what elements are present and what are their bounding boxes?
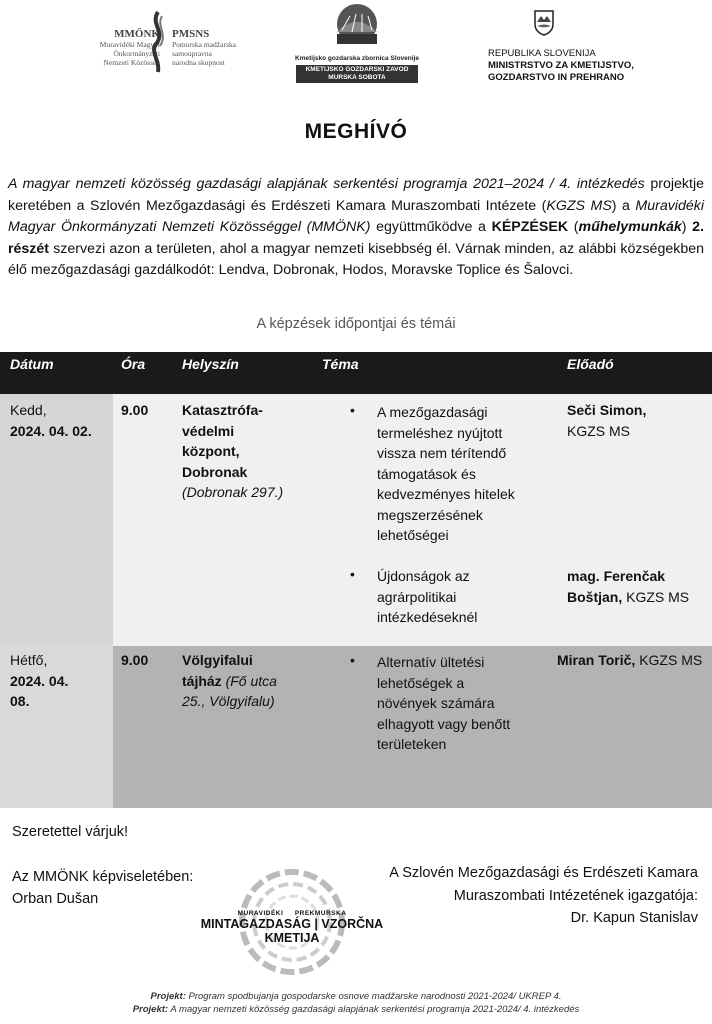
signature-right: A Szlovén Mezőgazdasági és Erdészeti Kamara Muraszombati Intézetének igazgatója: Dr. Kapun Stanislav	[389, 865, 698, 926]
minta-main-right: VZORČNA KMETIJA	[264, 917, 384, 945]
page-title: MEGHÍVÓ	[304, 120, 408, 143]
header-topic: Téma	[322, 356, 359, 372]
intro-program-italic: A magyar nemzeti közösség gazdasági alapjának serkentési programja 2021–2024 / 4. intézkedés	[8, 176, 645, 192]
mintagazdasag-logo: MURAVIDÉKI PREKMURSKA MINTAGAZDASÁG | VZORČNA KMETIJA	[192, 868, 392, 978]
mmonk-name-sl-2: samoupravna	[172, 49, 212, 58]
row1-speaker1: Seči Simon, KGZS MS	[567, 402, 647, 439]
bullet-icon: •	[350, 402, 355, 418]
slovenia-coat-of-arms-icon	[534, 10, 554, 36]
row1-date: Kedd, 2024. 04. 02.	[10, 402, 92, 439]
mmonk-name-hu-2: Önkormányzati	[113, 49, 160, 58]
row1-topic2: Újdonságok az agrárpolitikai intézkedéseknél	[377, 568, 478, 625]
kgz-zavod-line2: MURSKA SOBOTA	[328, 74, 386, 81]
row2-speaker1: Miran Torič, KGZS MS	[557, 652, 703, 668]
intro-text-8: (	[568, 219, 579, 235]
intro-text-12: szervezi azon a területen, ahol a magyar nemzeti kisebbség él. Várnak minden, az alábbi községekben élő mezőgazdasági gazdálkodót: Lendva, Dobronak, Hodos, Moravske Toplice és Šalovci.	[8, 240, 704, 278]
row1-time: 9.00	[121, 402, 149, 418]
minta-main-left: MINTAGAZDASÁG	[200, 917, 311, 931]
kgz-logo	[292, 2, 422, 80]
header-date: Dátum	[10, 356, 54, 372]
mmonk-name-hu-3: Nemzeti Közösség	[103, 58, 160, 67]
kgz-zavod-line1: KMETIJSKO GOZDARSKI ZAVOD	[305, 66, 409, 73]
gov-logo	[488, 10, 698, 82]
intro-resz-bold: 2. részét	[8, 219, 704, 257]
header-place: Helyszín	[182, 356, 239, 372]
intro-text-4: ) a	[611, 197, 636, 214]
field-hill-icon	[322, 2, 392, 48]
mmonk-name-sl-1: Pomurska madžarska	[172, 40, 236, 49]
row1-topic1: A mezőgazdasági termeléshez nyújtott vissza nem térítendő támogatások és kedvezményes hitelek megszerzésének lehetőségei	[377, 404, 515, 543]
bullet-icon: •	[350, 652, 355, 668]
mmonk-logo	[90, 8, 270, 74]
mmonk-abbr: MMÖNK	[114, 28, 160, 40]
bullet-icon: •	[350, 566, 355, 582]
gov-republic: REPUBLIKA SLOVENIJA	[488, 48, 596, 59]
intro-text-10: )	[681, 219, 693, 235]
kgz-zbornica-text: Kmetijsko gozdarska zbornica Slovenije	[295, 55, 419, 62]
intro-muhelymunkak: műhelymunkák	[578, 219, 682, 235]
intro-paragraph	[8, 174, 704, 282]
gov-ministry-2: GOZDARSTVO IN PREHRANO	[488, 72, 625, 83]
table-header	[0, 352, 712, 394]
pmsns-abbr: PMSNS	[172, 28, 210, 40]
flame-emblem-icon	[146, 10, 170, 74]
row2-time: 9.00	[121, 652, 149, 668]
intro-mmonk-italic: Muravidéki Magyar Önkormányzati Nemzeti Közösséggel (MMÖNK)	[8, 197, 704, 235]
intro-kgzs-italic: KGZS MS	[546, 197, 612, 214]
minta-top-left: MURAVIDÉKI	[237, 910, 284, 917]
intro-kepzesek-bold: KÉPZÉSEK	[491, 219, 569, 235]
row1-place: Katasztrófa- védelmi központ, Dobronak (Dobronak 297.)	[182, 402, 284, 500]
intro-text-2: projektje keretében a Szlovén Mezőgazdasági és Erdészeti Kamara Muraszombati Intézete (	[8, 176, 704, 214]
greeting: Szeretettel várjuk!	[12, 824, 129, 840]
row2-topic1: Alternatív ültetési lehetőségek a növények számára elhagyott vagy benőtt területeken	[377, 654, 511, 752]
mmonk-name-sl-3: narodna skupnost	[172, 58, 225, 67]
table-row	[0, 646, 712, 808]
gov-ministry-1: MINISTRSTVO ZA KMETIJSTVO,	[488, 60, 634, 71]
footer: Projekt: Program spodbujanja gospodarske osnove madžarske narodnosti 2021-2024/ UKREP 4. Projekt: A magyar nemzeti közösség gazdasági alapjának serkentési programja 2021-2024/ 4. intézkedés	[132, 991, 580, 1015]
row1-speaker2: mag. Ferenčak Boštjan, KGZS MS	[567, 568, 690, 605]
mmonk-name-hu-1: Muravidéki Magyar	[99, 40, 160, 49]
header-time: Óra	[121, 356, 146, 372]
kgz-zavod-box	[296, 65, 418, 83]
schedule-subtitle: A képzések időpontjai és témái	[256, 316, 456, 332]
table-row	[0, 394, 712, 646]
row2-date: Hétfő, 2024. 04. 08.	[10, 652, 69, 709]
row2-place: Völgyifalui tájház (Fő utca 25., Völgyifalu)	[182, 652, 277, 709]
minta-top-right: PREKMURSKA	[294, 910, 347, 917]
signature-left: Az MMÖNK képviseletében: Orban Dušan	[12, 869, 194, 907]
header-speaker: Előadó	[567, 356, 614, 372]
intro-text-6: együttműködve a	[370, 219, 492, 235]
